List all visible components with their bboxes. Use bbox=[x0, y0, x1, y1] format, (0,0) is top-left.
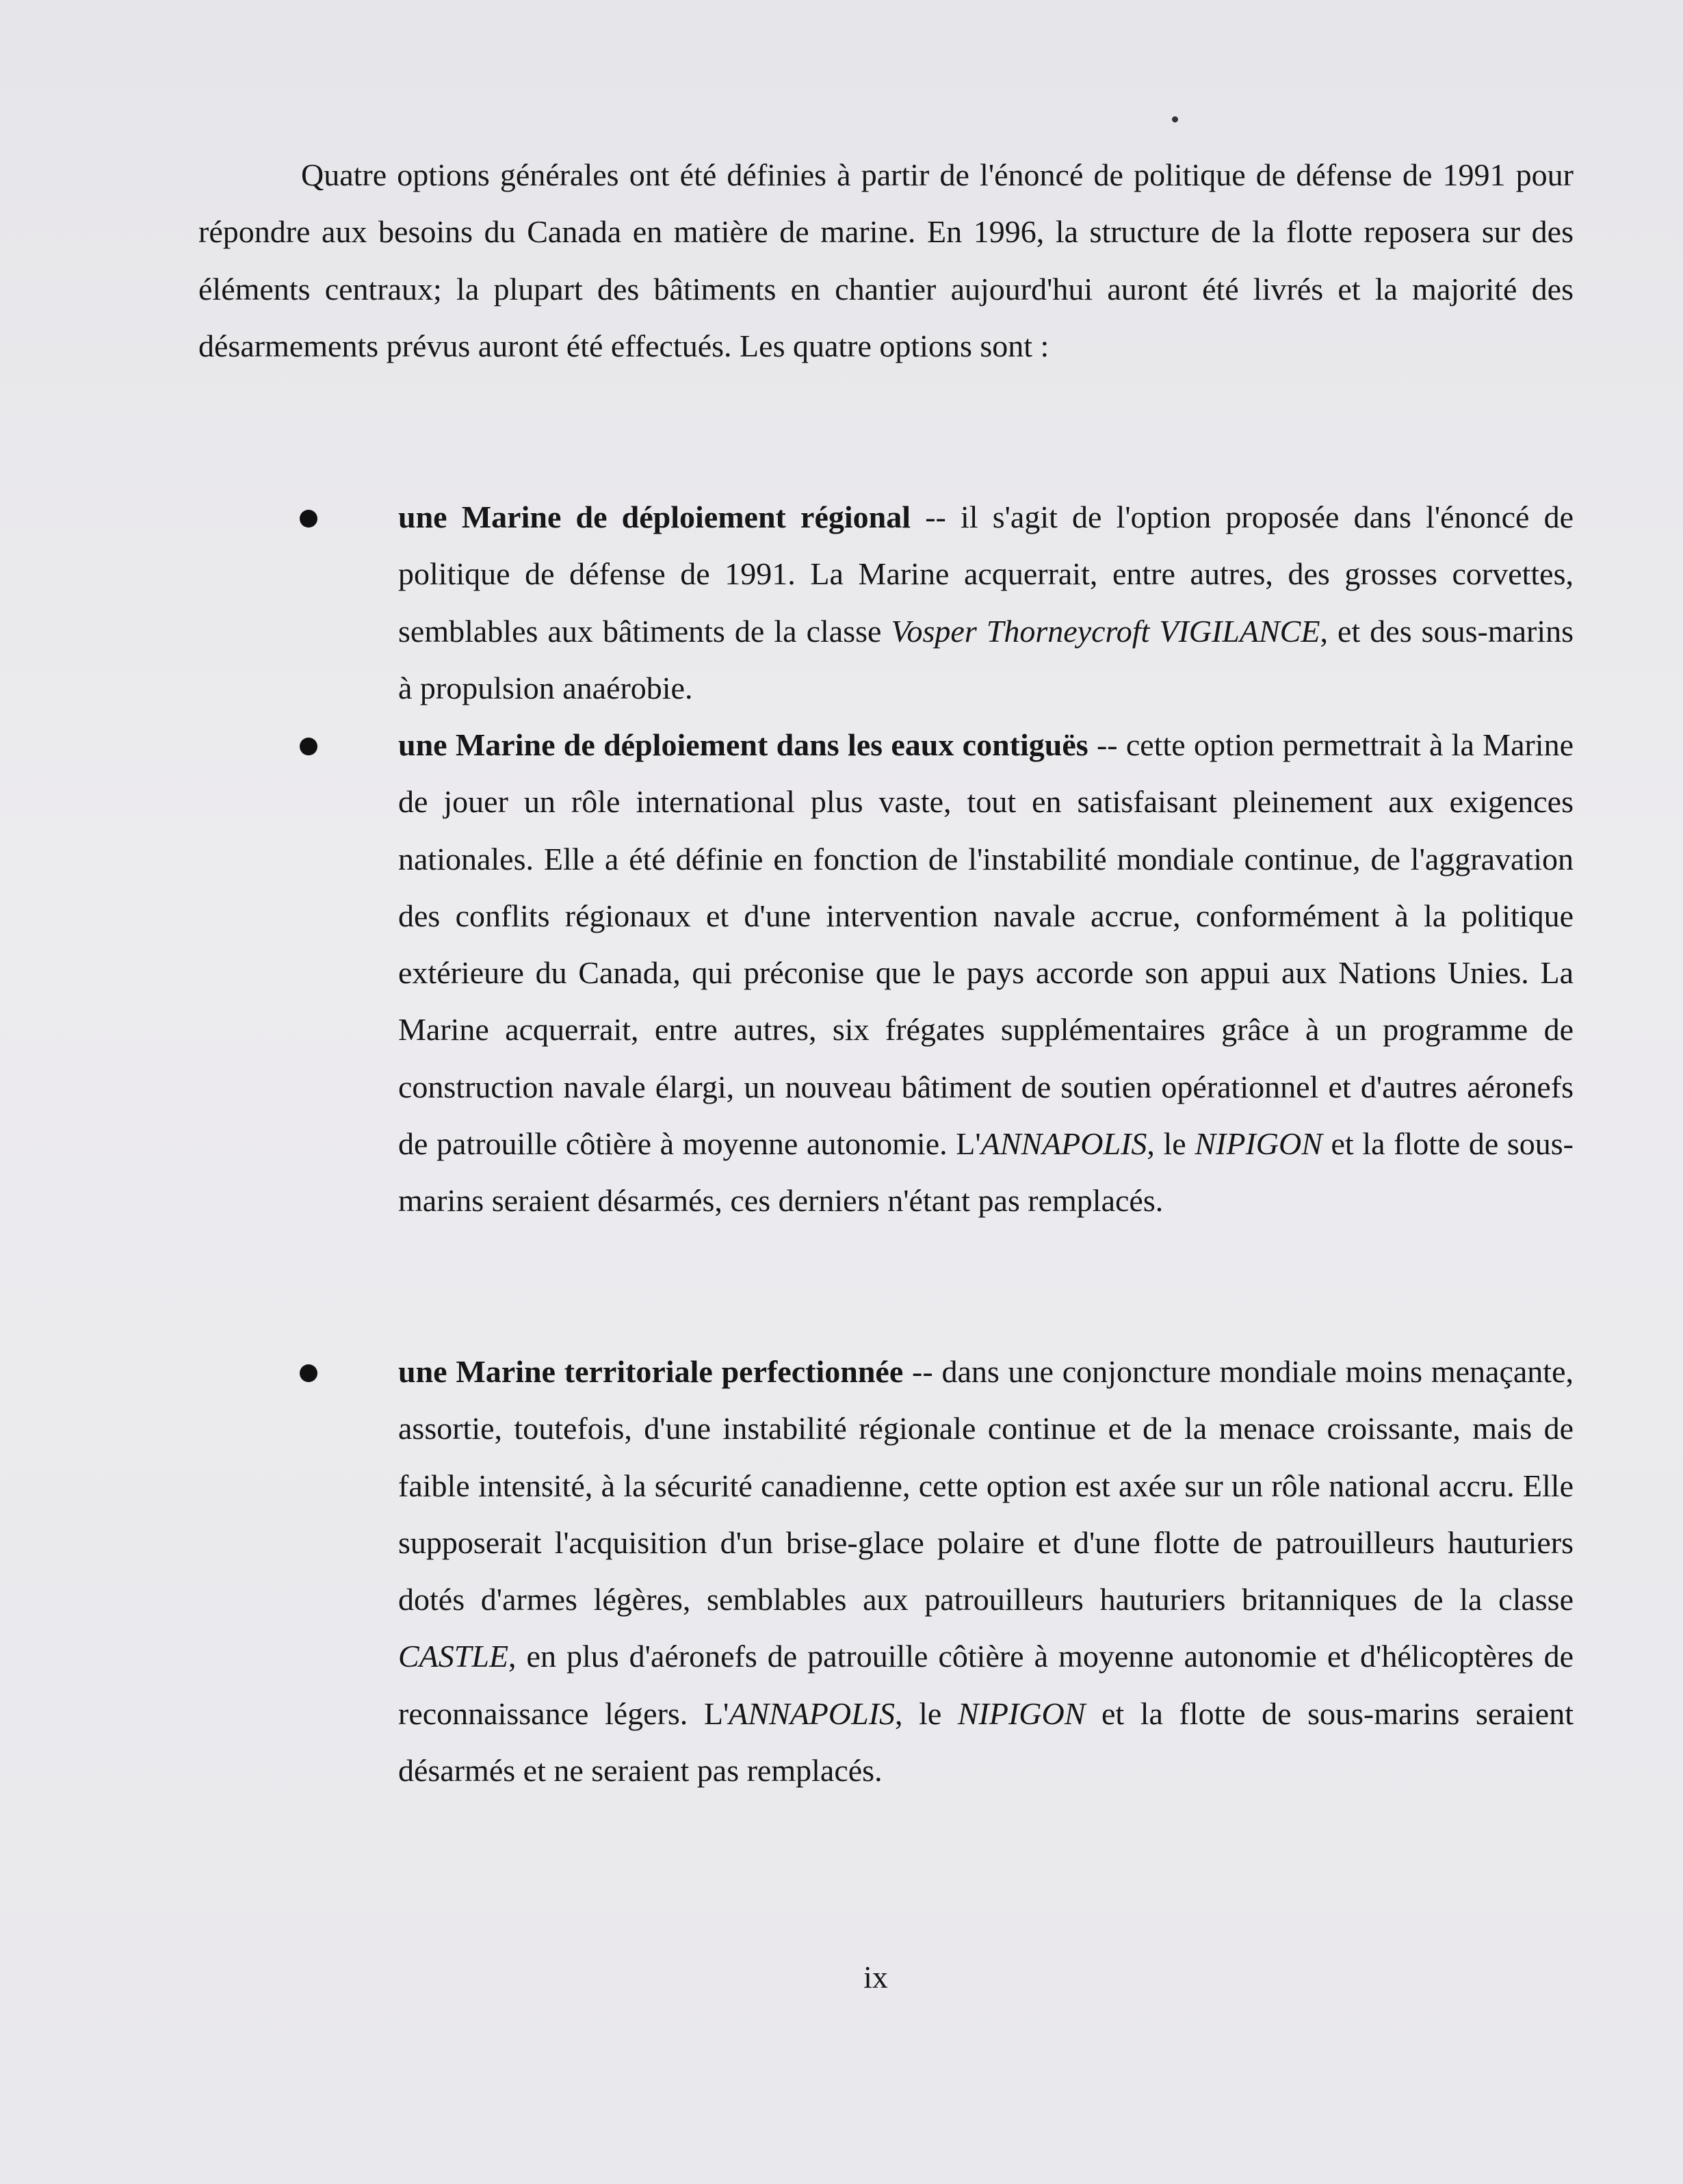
option-regional-deployment bbox=[398, 489, 1574, 716]
page-number: ix bbox=[863, 1960, 888, 1994]
option-text: -- cette option permettrait à la Marine de jouer un rôle international plus vaste, tout en satisfaisant pleinement aux exigences nationales. Elle a été définie en fonction de l'instabilité mondiale continue, de l'aggravation des conflits régionaux et d'une intervention navale accrue, conformément à la politique extérieure du Canada, qui préconise que le pays accorde son appui aux Nations Unies. La Marine acquerrait, entre autres, six frégates supplémentaires grâce à un programme de construction navale élargi, un nouveau bâtiment de soutien opérationnel et d'autres aéronefs de patrouille côtière à moyenne autonomie. L' bbox=[398, 727, 1574, 1162]
ship-name: NIPIGON bbox=[957, 1695, 1086, 1731]
intro-paragraph: Quatre options générales ont été définies à partir de l'énoncé de politique de défense de 1991 pour répondre aux besoins du Canada en matière de marine. En 1996, la structure de la flotte reposera sur des éléments centraux; la plupart des bâtiments en chantier aujourd'hui auront été livrés et la majorité des désarmements prévus auront été effectués. Les quatre options sont : bbox=[198, 157, 1574, 363]
option-territorial-enhanced bbox=[398, 1343, 1574, 1799]
option-contiguous-waters bbox=[398, 716, 1574, 1230]
ship-class-name: Vosper Thorneycroft VIGILANCE bbox=[891, 613, 1320, 649]
option-title: une Marine de déploiement dans les eaux contiguës bbox=[398, 727, 1088, 762]
ship-name: NIPIGON bbox=[1195, 1126, 1322, 1162]
option-title: une Marine territoriale perfectionnée bbox=[398, 1354, 904, 1389]
ship-name: ANNAPOLIS bbox=[729, 1695, 896, 1731]
option-text: , le bbox=[895, 1695, 958, 1731]
option-text: , et des sous-marins à propulsion anaérobie. bbox=[398, 613, 1574, 705]
scan-speck bbox=[1172, 116, 1178, 122]
option-text: , en plus d'aéronefs de patrouille côtière à moyenne autonomie et d'hélicoptères de reconnaissance légers. L' bbox=[398, 1639, 1574, 1731]
option-text: , le bbox=[1147, 1126, 1195, 1162]
ship-name: ANNAPOLIS bbox=[980, 1126, 1147, 1162]
ship-class-name: CASTLE bbox=[398, 1639, 509, 1674]
option-text: et la flotte de sous-marins seraient désarmés et ne seraient pas remplacés. bbox=[398, 1695, 1574, 1789]
bullet-icon bbox=[300, 510, 317, 528]
option-text: -- dans une conjoncture mondiale moins menaçante, assortie, toutefois, d'une instabilité régionale continue et de la menace croissante, mais de faible intensité, à la sécurité canadienne, cette option est axée sur un rôle national accru. Elle supposerait l'acquisition d'un brise-glace polaire et d'une flotte de patrouilleurs hauturiers dotés d'armes légères, semblables aux patrouilleurs hauturiers britanniques de la classe bbox=[398, 1354, 1574, 1617]
bullet-icon bbox=[300, 1364, 317, 1382]
option-text: -- il s'agit de l'option proposée dans l'énoncé de politique de défense de 1991. La Marine acquerrait, entre autres, des grosses corvettes, semblables aux bâtiments de la classe bbox=[398, 499, 1574, 649]
option-title: une Marine de déploiement régional bbox=[398, 499, 911, 534]
bullet-icon bbox=[300, 738, 317, 755]
option-text: et la flotte de sous-marins seraient désarmés, ces derniers n'étant pas remplacés. bbox=[398, 1126, 1574, 1219]
